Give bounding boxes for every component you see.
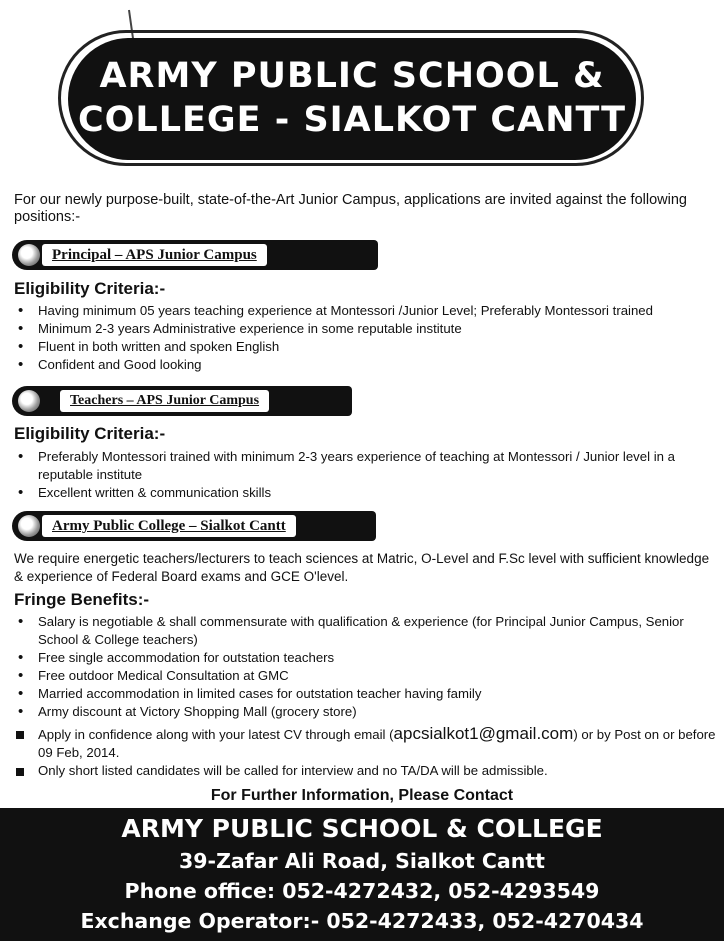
footer-exchange: Exchange Operator:- 052-4272433, 052-4270434 <box>80 909 644 933</box>
bullet-icon <box>18 244 40 266</box>
instructions-list <box>14 725 716 780</box>
list-item: • Minimum 2-3 years Administrative experience in some reputable institute <box>14 320 716 338</box>
footer-phone: Phone office: 052-4272432, 052-4293549 <box>124 879 600 903</box>
heading-label: Army Public College – Sialkot Cantt <box>42 515 296 537</box>
fringe-benefits-title: Fringe Benefits:- <box>14 590 150 609</box>
contact-footer <box>0 808 724 941</box>
header-banner <box>58 10 654 180</box>
title-line-2: COLLEGE - SIALKOT CANTT <box>77 100 627 140</box>
eligibility-title: Eligibility Criteria:- <box>14 279 166 298</box>
shortlist-note: Only short listed candidates will be called for interview and no TA/DA will be admissible. <box>14 762 716 780</box>
email-address: apcsialkot1@gmail.com <box>393 724 574 743</box>
apply-text-after: ) or by Post on or before 09 Feb, 2014. <box>38 727 716 760</box>
intro-text: For our newly purpose-built, state-of-the-Art Junior Campus, applications are invited against the following positions:- <box>14 192 687 225</box>
section-heading-college <box>12 511 376 541</box>
section-heading-teachers <box>12 386 352 416</box>
college-description: We require energetic teachers/lecturers to teach sciences at Matric, O-Level and F.Sc level with sufficient knowledge & experience of Federal Board exams and GCE O'level. <box>14 551 710 584</box>
list-item: • Married accommodation in limited cases for outstation teacher having family <box>14 685 716 703</box>
list-item: • Army discount at Victory Shopping Mall (grocery store) <box>14 703 716 721</box>
list-item: • Fluent in both written and spoken English <box>14 338 716 356</box>
section-heading-principal <box>12 240 378 270</box>
teachers-criteria-list <box>14 448 716 502</box>
bullet-icon <box>18 515 40 537</box>
list-item: • Confident and Good looking <box>14 356 716 374</box>
apply-instruction <box>14 725 716 762</box>
footer-address: 39-Zafar Ali Road, Sialkot Cantt <box>179 849 545 873</box>
principal-criteria-list <box>14 302 716 374</box>
bullet-icon <box>18 390 40 412</box>
list-item: • Salary is negotiable & shall commensurate with qualification & experience (for Principal Junior Campus, Senior School & College teachers) <box>14 613 716 649</box>
title-line-1: ARMY PUBLIC SCHOOL & <box>99 56 605 96</box>
footer-school-name: ARMY PUBLIC SCHOOL & COLLEGE <box>121 814 603 843</box>
list-item: • Preferably Montessori trained with minimum 2-3 years experience of teaching at Montessori / Junior level in a reputable institute <box>14 448 716 484</box>
apply-text-before: Apply in confidence along with your latest CV through email ( <box>38 727 394 742</box>
eligibility-title: Eligibility Criteria:- <box>14 424 166 443</box>
benefits-list <box>14 613 716 721</box>
list-item: • Excellent written & communication skills <box>14 484 716 502</box>
heading-label: Principal – APS Junior Campus <box>42 244 267 266</box>
heading-label: Teachers – APS Junior Campus <box>60 390 269 412</box>
school-title <box>68 54 636 142</box>
list-item: • Free single accommodation for outstation teachers <box>14 649 716 667</box>
list-item: • Free outdoor Medical Consultation at GMC <box>14 667 716 685</box>
list-item: • Having minimum 05 years teaching experience at Montessori /Junior Level; Preferably Montessori trained <box>14 302 716 320</box>
further-info: For Further Information, Please Contact <box>210 787 514 804</box>
